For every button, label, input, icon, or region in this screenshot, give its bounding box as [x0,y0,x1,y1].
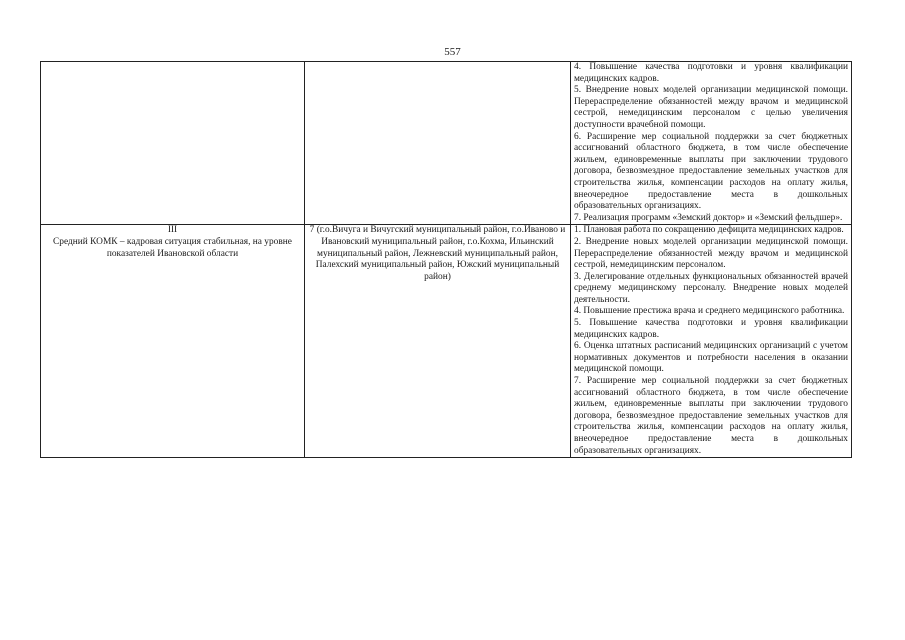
measure-item: 4. Повышение качества подготовки и уровня квалификации медицинских кадров. [574,62,848,84]
measure-item: 1. Плановая работа по сокращению дефицита медицинских кадров. [574,225,844,236]
measures-table [40,61,852,458]
measure-item: 7. Расширение мер социальной поддержки за счет бюджетных ассигнований областного бюджета, в том числе обеспечение жильем, единовременные выплаты при заключении трудового договора, безвозмездное предоставление земельных участков для строительства жилья, компенсации расходов на оплату жилья, внеочередное предоставление места в дошкольных образовательных организациях. [574,376,848,456]
measure-item: 2. Внедрение новых моделей организации медицинской помощи. Перераспределение обязанностей между врачом и медицинской сестрой, немедицинским персоналом. [574,236,848,271]
measures-cell [571,62,852,225]
level-description: Средний КОМК – кадровая ситуация стабильная, на уровне показателей Ивановской области [53,236,292,259]
table-row [41,225,852,458]
districts-cell [305,62,571,225]
measure-item: 6. Оценка штатных расписаний медицинских организаций с учетом нормативных документов и потребности населения в оказании медицинской помощи. [574,341,848,375]
measure-item: 3. Делегирование отдельных функциональных обязанностей врачей среднему медицинскому персоналу. Внедрение новых моделей деятельности. [574,271,848,305]
table-row [41,62,852,225]
measure-item: 6. Расширение мер социальной поддержки за счет бюджетных ассигнований областного бюджета, в том числе обеспечение жильем, единовременные выплаты при заключении трудового договора, безвозмездное предоставление земельных участков для строительства жилья, компенсации расходов на оплату жилья, внеочередное предоставление места в дошкольных образовательных организациях. [574,131,848,212]
level-cell [41,225,305,458]
measure-item: 5. Повышение качества подготовки и уровня квалификации медицинских кадров. [574,318,848,340]
page-number: 557 [444,46,461,58]
level-cell [41,62,305,225]
measure-item: 5. Внедрение новых моделей организации медицинской помощи. Перераспределение обязанностей между врачом и медицинской сестрой, немедицинским персоналом с целью увеличения доступности врачебной помощи. [574,85,848,130]
measure-item: 7. Реализация программ «Земский доктор» и «Земский фельдшер». [574,212,843,223]
districts-cell: 7 (г.о.Вичуга и Вичугский муниципальный район, г.о.Иваново и Ивановский муниципальный район, г.о.Кохма, Ильинский муниципальный район, Лежневский муниципальный район, Палехский муниципальный район, Южский муниципальный район) [305,225,571,458]
measures-cell [571,225,852,458]
level-number: III [167,225,178,236]
measure-item: 4. Повышение престижа врача и среднего медицинского работника. [574,306,845,317]
